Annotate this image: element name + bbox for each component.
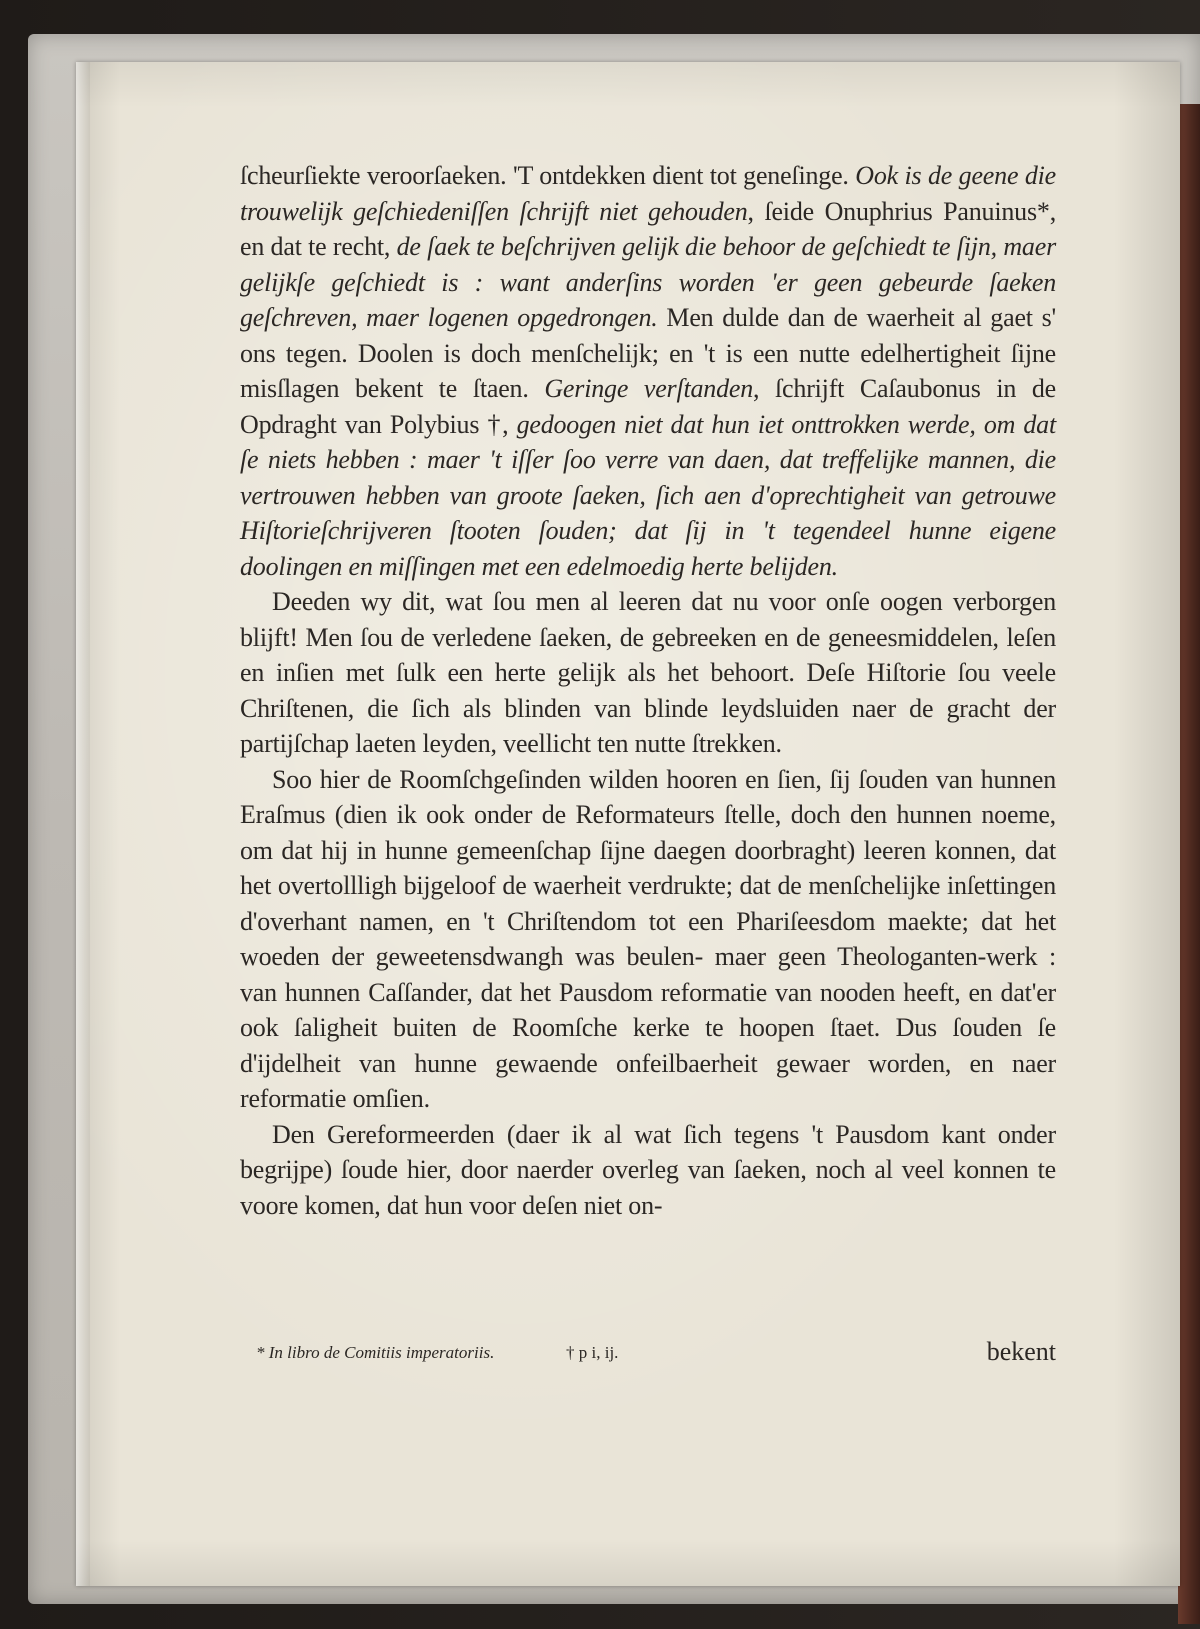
text-run: , ſeide Onuphrius Panuinus*, en dat te recht, <box>240 196 1056 261</box>
text-run-italic: gedoogen niet dat hun iet onttrokken werde, om dat ſe niets hebben : maer 't iſſer ſoo verre van daen, dat treffelijke mannen, die vertrouwen hebben van groote ſaeken, ſich aen d'oprechtigheit van getrouwe Hiſtorieſchrijveren ſtooten ſouden; dat ſij in 't tegendeel hunne eigene doolingen en miſſingen met een edelmoedig herte belijden. <box>240 409 1057 581</box>
text-run: , ſchrijft Caſaubonus in de Opdraght van Polybius †, <box>240 374 1056 439</box>
catchword: bekent <box>986 1337 1056 1366</box>
footnote-dagger: † p i, ij. <box>566 1343 619 1362</box>
paragraph-3 <box>240 762 1056 1117</box>
text-run: Deeden wy dit, wat ſou men al leeren dat nu voor onſe oogen verborgen blijft! Men ſou de verledene ſaeken, de gebreeken en de geneesmiddelen, leſen en inſien met ſulk een herte gelijk als het behoort. Deſe Hiſtorie ſou veele Chriſtenen, die ſich als blinden van blinde leydsluiden naer de gracht der partijſchap laeten leyden, veellicht ten nutte ſtrekken. <box>240 587 1056 758</box>
text-run-italic: Geringe verſtanden <box>544 374 754 403</box>
text-run: Soo hier de Roomſchgeſinden wilden hooren en ſien, ſij ſouden van hunnen Eraſmus (dien ik ook onder de Reformateurs ſtelle, doch den hunnen noeme, om dat hij in hunne gemeenſchap ſijne daegen doorbraght) leeren konnen, dat het overtollligh bijgeloof de waerheit verdrukte; dat de menſchelijke inſettingen d'overhant namen, en 't Chriſtendom tot een Phariſeesdom maekte; dat het woeden der geweetensdwangh was beulen- maer geen Theologanten-werk : van hunnen Caſſander, dat het Pausdom reformatie van nooden heeft, en dat'er ook ſaligheit buiten de Roomſche kerke te hoopen ſtaet. Dus ſouden ſe d'ijdelheit van hunne gewaende onfeilbaerheit gewaer worden, en naer reformatie omſien. <box>240 764 1056 1113</box>
main-text-block <box>240 158 1056 1223</box>
paragraph-4 <box>240 1117 1056 1224</box>
text-run: Men dulde dan de waerheit al gaet s' ons tegen. Doolen is doch menſchelijk; en 't is een nutte edelhertigheit ſijne misſlagen bekent te ſtaen. <box>240 303 1056 403</box>
paragraph-2 <box>240 584 1056 762</box>
text-run-italic: Ook is de geene die trouwelijk geſchiedeniſſen ſchrijft niet gehouden <box>240 161 1056 226</box>
text-run: Den Gereformeerden (daer ik al wat ſich tegens 't Pausdom kant onder begrijpe) ſoude hier, door naerder overleg van ſaeken, noch al veel konnen te voore komen, dat hun voor deſen niet on- <box>240 1119 1056 1220</box>
text-run: ſcheurſiekte veroorſaeken. 'T ontdekken dient tot geneſinge. <box>240 161 856 190</box>
text-run-italic: de ſaek te beſchrijven gelijk die behoor de geſchiedt te ſijn, maer gelijkſe geſchiedt is : want anderſins worden 'er geen gebeurde ſaeken geſchreven, maer logenen opgedrongen. <box>240 232 1056 332</box>
paragraph-1 <box>240 158 1056 584</box>
page-gutter-shadow <box>76 62 90 1586</box>
page-footer <box>256 1337 1056 1377</box>
cover-spine-edge <box>1178 104 1200 1624</box>
footnote-asterisk: * In libro de Comitiis imperatoriis. <box>256 1343 495 1362</box>
book-page <box>76 62 1180 1586</box>
